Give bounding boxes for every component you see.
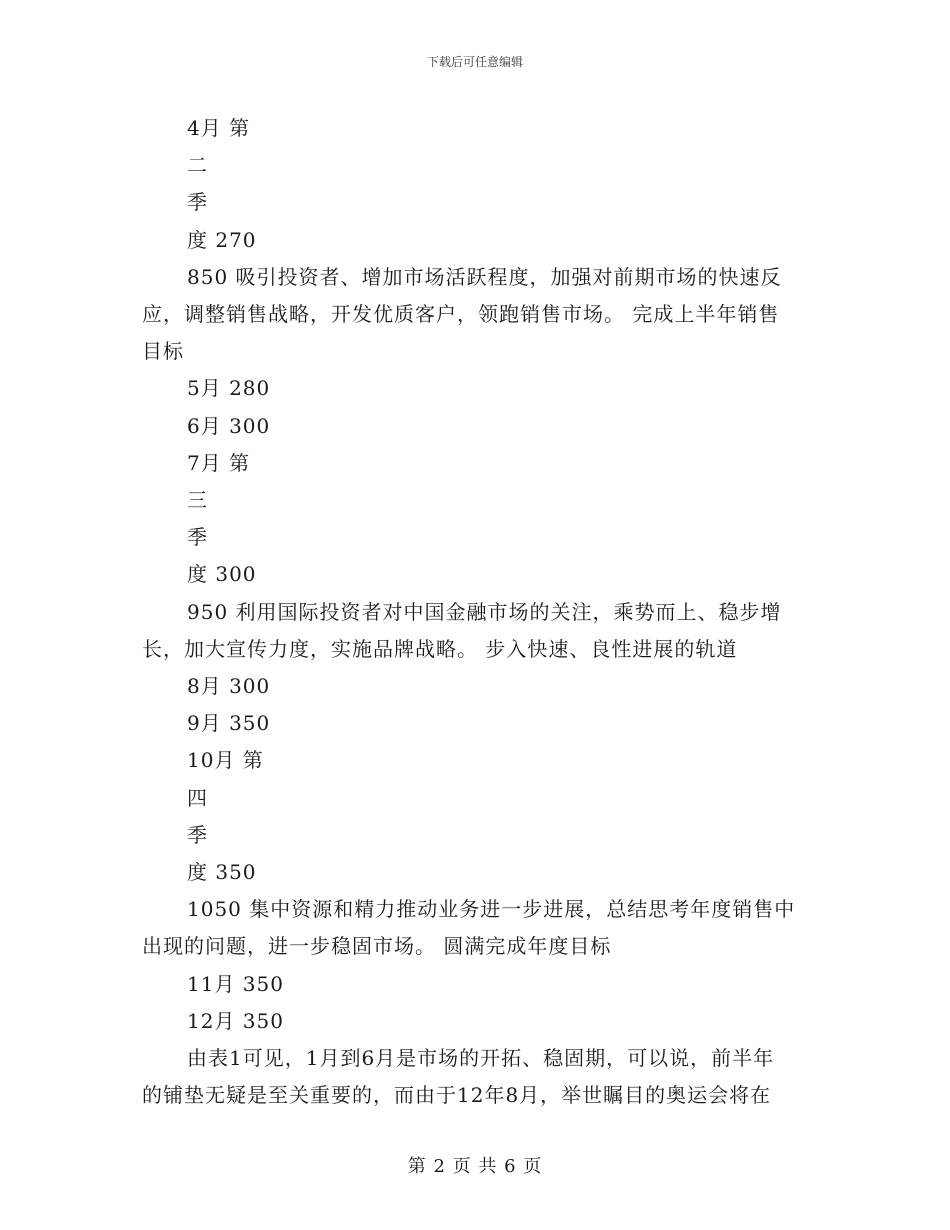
text-line: 的铺垫无疑是至关重要的，而由于12年8月，举世瞩目的奥运会将在 (142, 1083, 772, 1108)
text-line: 度 300 (187, 562, 257, 587)
text-line: 目标 (142, 339, 184, 364)
text-line: 三 (187, 488, 208, 513)
page-footer: 第 2 页 共 6 页 (407, 1156, 543, 1177)
page-header: 下载后可任意编辑 (426, 55, 523, 69)
text-line: 季 (187, 525, 208, 550)
document-body (142, 110, 812, 1114)
text-line: 由表1可见，1月到6月是市场的开拓、稳固期，可以说，前半年 (187, 1046, 775, 1071)
text-line: 长，加大宣传力度，实施品牌战略。 步入快速、良性进展的轨道 (142, 636, 738, 661)
text-line: 5月 280 (187, 376, 271, 401)
text-line: 4月 第 (187, 116, 251, 140)
text-line: 11月 350 (187, 971, 284, 996)
text-line: 8月 300 (187, 674, 271, 699)
text-line: 12月 350 (187, 1008, 284, 1033)
text-line: 6月 300 (187, 413, 271, 438)
text-line: 9月 350 (187, 711, 271, 736)
text-line: 1050 集中资源和精力推动业务进一步进展，总结思考年度销售中 (187, 897, 796, 922)
text-line: 850 吸引投资者、增加市场活跃程度，加强对前期市场的快速反 (187, 264, 782, 289)
text-line: 季 (187, 822, 208, 847)
text-line: 度 350 (187, 860, 257, 885)
text-line: 应，调整销售战略，开发优质客户，领跑销售市场。 完成上半年销售 (142, 302, 780, 327)
text-line: 7月 第 (187, 450, 251, 475)
text-line: 度 270 (187, 227, 257, 252)
text-line: 出现的问题，进一步稳固市场。 圆满完成年度目标 (142, 934, 612, 959)
text-line: 季 (187, 190, 208, 215)
text-line: 二 (187, 153, 208, 178)
text-line: 四 (187, 785, 208, 810)
text-line: 10月 第 (187, 748, 264, 773)
text-line: 950 利用国际投资者对中国金融市场的关注，乘势而上、稳步增 (187, 599, 782, 624)
